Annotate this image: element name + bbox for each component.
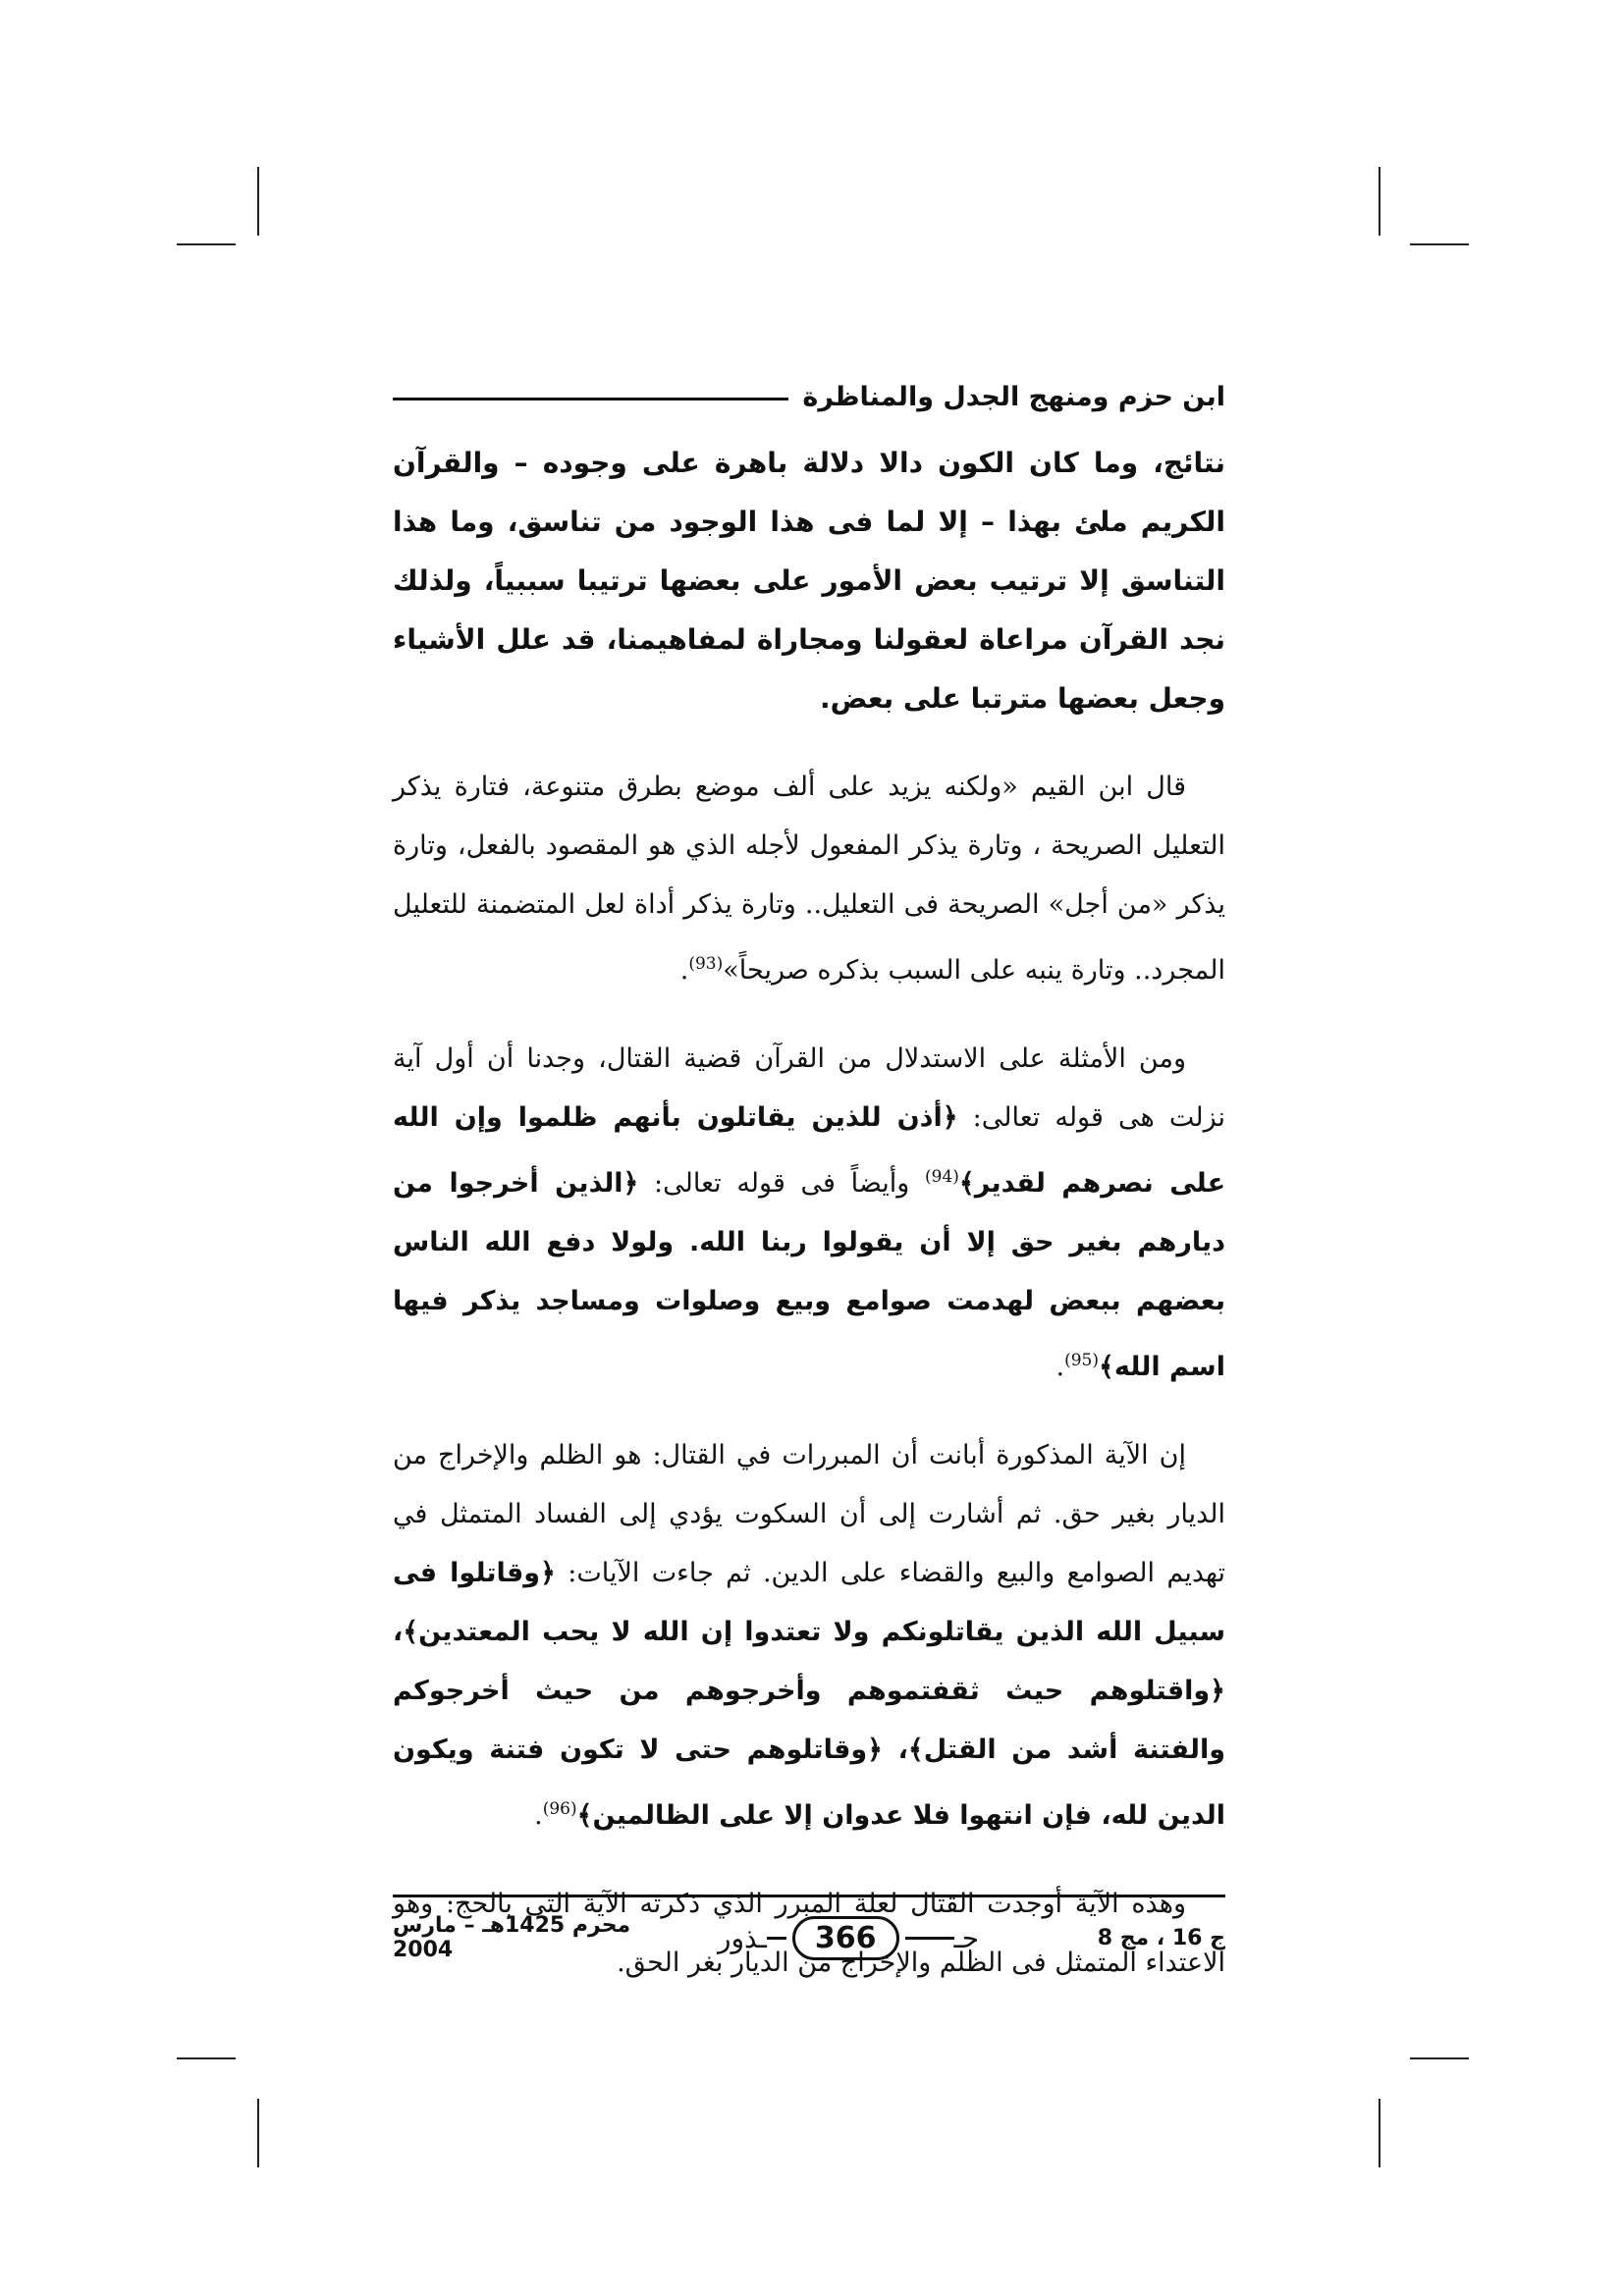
paragraph-3: ومن الأمثلة على الاستدلال من القرآن قضية القتال، وجدنا أن أول آية نزلت هى قوله تعالى: ﴿أذن للذين يقاتلون بأنهم ظلموا وإن الله على نصرهم لقدير﴾$^{(94)}$ وأيضاً فى قوله تعالى: ﴿الذين أخرجوا من ديارهم بغير حق إلا أن يقولوا ربنا الله. ولولا دفع الله الناس بعضهم ببعض لهدمت صوامع وبيع وصلوات ومساجد يذكر فيها اسم الله﴾$^{(95)}$. (393, 1043, 1226, 1382)
crop-mark (1379, 167, 1380, 236)
quran-verse-2: ﴿الذين أخرجوا من ديارهم بغير حق إلا أن يقولوا ربنا الله. ولولا دفع الله الناس بعضهم ببعض لهدمت صوامع وبيع وصلوات ومساجد يذكر فيها اسم الله﴾ (393, 1168, 1225, 1382)
page-content (393, 363, 1225, 1993)
header-rule (393, 398, 788, 400)
paragraph-5: وهذه الآية أوجدت القتال لعلة المبرر الذي ذكرته الآية التى بالحج: وهو الاعتداء المتمثل فى الظلم والإخراج من الديار بغر الحق. (393, 1889, 1225, 1978)
paragraph-1: نتائج، وما كان الكون دالا دلالة باهرة على وجوده – والقرآن الكريم ملئ بهذا – إلا لما فى هذا الوجود من تناسق، وما هذا التناسق إلا ترتيب بعض الأمور على بعضها ترتيبا سببياً، ولذلك نجد القرآن مراعاة لعقولنا ومجاراة لمفاهيمنا، قد علل الأشياء وجعل بعضها مترتبا على بعض. (393, 447, 1225, 715)
footer-rule (393, 1895, 1225, 1897)
crop-mark (177, 2057, 236, 2059)
footer-issue: ج 16 ، مج 8 (1097, 1925, 1225, 1950)
paragraph-3-intro: ومن الأمثلة على الاستدلال من القرآن قضية القتال، وجدنا أن أول آية نزلت هى قوله تعالى: (393, 1043, 1225, 1133)
footnote-ref-95: (95) (1064, 1351, 1099, 1370)
paragraph-2: قال ابن القيم «ولكنه يزيد على ألف موضع بطرق متنوعة، فتارة يذكر التعليل الصريحة ، وتارة يذكر المفعول لأجله الذي هو المقصود بالفعل، وتارة يذكر «من أجل» الصريحة فى التعليل.. وتارة يذكر أداة لعل المتضمنة للتعليل المجرد.. وتارة ينبه على السبب بذكره صريحاً»$^{(93)}$. (393, 772, 1225, 986)
paragraph-3-mid: وأيضاً فى قوله تعالى: (638, 1168, 925, 1199)
footnote-ref-93: (93) (688, 954, 724, 974)
quran-verses-3: ﴿وقاتلوا فى سبيل الله الذين يقاتلونكم ولا تعتدوا إن الله لا يحب المعتدين﴾، ﴿واقتلوهم حيث ثقفتموهم وأخرجوهم من حيث أخرجوكم والفتنة أشد من القتل﴾، ﴿وقاتلوهم حتى لا تكون فتنة ويكون الدين لله، فإن انتهوا فلا عدوان إلا على الظالمين﴾ (393, 1558, 1225, 1831)
journal-line (767, 1937, 786, 1940)
paragraph-4: إن الآية المذكورة أبانت أن المبررات في القتال: هو الظلم والإخراج من الديار بغير حق. ثم أشارت إلى أن السكوت يؤدي إلى الفساد المتمثل في تهديم الصوامع والبيع والقضاء على الدين. ثم جاءت الآيات: ﴿وقاتلوا فى سبيل الله الذين يقاتلونكم ولا تعتدوا إن الله لا يحب المعتدين﴾، ﴿واقتلوهم حيث ثقفتموهم وأخرجوهم من حيث أخرجوكم والفتنة أشد من القتل﴾، ﴿وقاتلوهم حتى لا تكون فتنة ويكون الدين لله، فإن انتهوا فلا عدوان إلا على الظالمين﴾$^{(96)}$. (393, 1440, 1225, 1831)
crop-mark (1379, 2099, 1380, 2167)
running-header (393, 363, 1225, 412)
crop-mark (1410, 2057, 1469, 2059)
paragraph-2-text: قال ابن القيم «ولكنه يزيد على ألف موضع بطرق متنوعة، فتارة يذكر التعليل الصريحة ، وتارة يذكر المفعول لأجله الذي هو المقصود بالفعل، وتارة يذكر «من أجل» الصريحة فى التعليل.. وتارة يذكر أداة لعل المتضمنة للتعليل المجرد.. وتارة ينبه على السبب بذكره صريحاً» (393, 772, 1225, 986)
crop-mark (257, 167, 259, 236)
page-footer (393, 1910, 1225, 1965)
journal-line (905, 1937, 954, 1940)
page-number: 366 (792, 1916, 899, 1960)
journal-name-start: جـ (953, 1921, 980, 1954)
quran-verse-1: ﴿أذن للذين يقاتلون بأنهم ظلموا وإن الله على نصرهم لقدير﴾ (393, 1102, 1226, 1199)
running-title: ابن حزم ومنهج الجدل والمناظرة (802, 382, 1225, 412)
footer-journal (697, 1916, 1000, 1960)
journal-name-end: ـذور (717, 1921, 767, 1954)
footer-date: محرم 1425هـ – مارس 2004 (393, 1913, 631, 1962)
crop-mark (177, 243, 236, 245)
footnote-ref-94: (94) (924, 1167, 959, 1187)
crop-mark (1410, 243, 1469, 245)
crop-mark (257, 2099, 259, 2167)
footnote-ref-96: (96) (542, 1799, 577, 1819)
paragraph-4-intro: إن الآية المذكورة أبانت أن المبررات في القتال: هو الظلم والإخراج من الديار بغير حق. ثم أشارت إلى أن السكوت يؤدي إلى الفساد المتمثل في تهديم الصوامع والبيع والقضاء على الدين. ثم جاءت الآيات: (393, 1440, 1225, 1588)
